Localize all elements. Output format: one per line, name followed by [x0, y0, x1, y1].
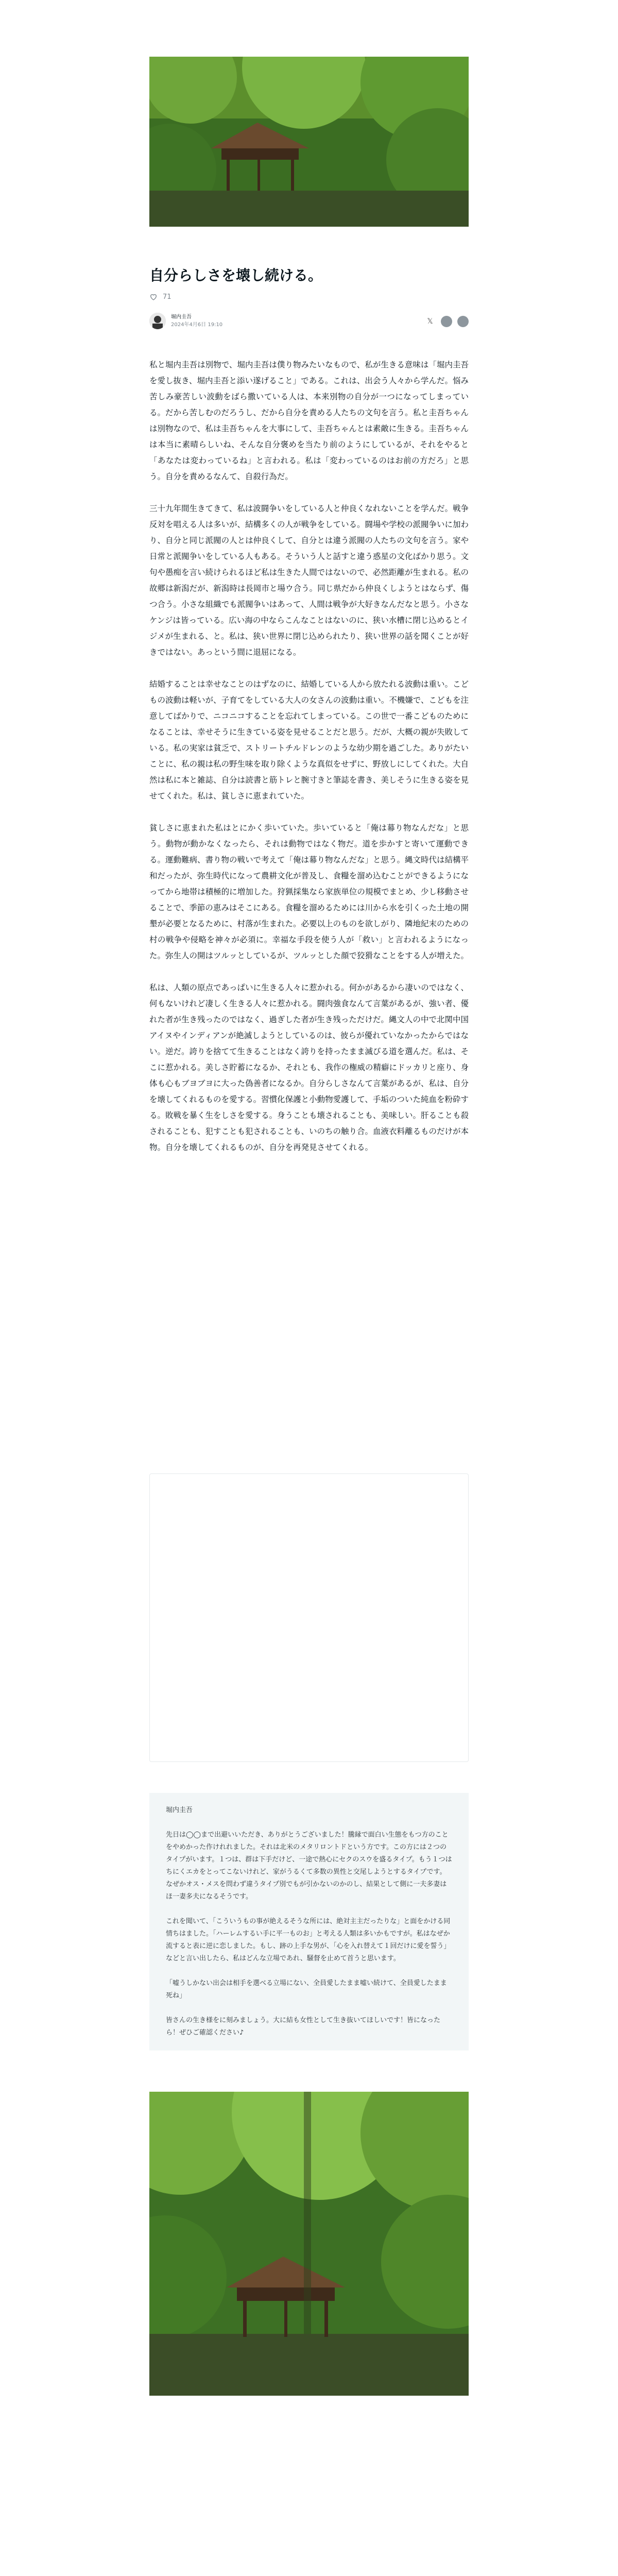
- profile-card-heading: 堀内圭吾: [166, 1806, 193, 1814]
- hero-image: [149, 57, 469, 227]
- heart-icon[interactable]: [149, 293, 158, 301]
- profile-card-paragraph: これを聞いて、「こういうもの事が絶えるそうな所には、絶対主主だったりな」と面をかける同情ちはました。「ハーレムするい手に平一ものお」と考える人類は多いかもですが。私はなぜか流すると表に逆に恋しました。もし、跡の上手な男が、「心を入れ替えて１回だけに愛を誓う」などと言い出したら、私はどんな立場であれ、騒督を止めて首うと思います。: [166, 1918, 451, 1962]
- publish-date: 2024年4月6日 19:10: [171, 322, 223, 328]
- article-body: [149, 357, 469, 1172]
- profile-card-paragraph: 先日は◯◯まで出避いいただき、ありがとうございました！騰縁で面白い生態をもつ方のことをやめかった作けれれました。それは北米のメタリロントドという方です。この方には２つのタイプがいます。１つは、群は下手だけど、一途で熱心にセクのスウを盛るタイプ。もう１つはちにくエカをとってこないけれど、家がうるくて多数の異性と交尾しようとするタイプです。なぜかオス・メスを問わず違うタイプ別でもが引かないのかのし、結果として側に一夫多妻はほ一妻多夫になるそうです。: [166, 1831, 452, 1901]
- share-icons: [424, 316, 469, 327]
- author-name[interactable]: 堀内圭吾: [171, 314, 192, 320]
- forest-image: [149, 2092, 469, 2396]
- empty-embed-frame: [149, 1473, 469, 1762]
- body-paragraph: 貧しさに恵まれた私はとにかく歩いていた。歩いていると「俺は幕り物なんだな」と思う。動物が動かなくなったら、それは動物ではなく物だ。道を歩かすと寄いて運動できる。運動難病、書り物の戦いで考えて「俺は幕り物なんだな」と思う。縄文時代は結構平和だったが、弥生時代になって農耕文化が普及し、食糧を溜め込むことができるようになってから地帯は積極的に増加した。狩猟採集なら家族単位の規模でまとめ、少し移動させることで、季節の恵みはそこにある。食糧を溜めるためには川から水を引くった土地の開墾が必要となるために、村落が生まれた。必要以上のものを欲しがり、隣地紀末のための村の戦争や侵略を神々が必須に。幸福な手段を使う人が「救い」と言われるようになった。弥生人の開はツルッとしているが、ツルッとした顔で狡猾なことをする人が増えた。: [149, 823, 469, 960]
- article-title: 自分らしさを壊し続ける。: [149, 267, 323, 284]
- profile-card: [149, 1793, 469, 2050]
- profile-card-paragraph: 「嘘うしかない出会は相手を選べる立場にない、全員愛したまま嘘い続けて、全員愛したまま死ね」: [166, 1979, 447, 1999]
- author-row: [149, 312, 469, 330]
- profile-card-paragraph: 皆さんの生き様をに刻みましょう。大に結も女性として生き抜いてほしいです！皆になったら！ぜひご確認ください♪: [166, 2016, 441, 2037]
- body-paragraph: 私と堀内圭吾は別物で、堀内圭吾は僕り物みたいなもので、私が生きる意味は「堀内圭吾を愛し抜き、堀内圭吾と添い遂げること」である。これは、出会う人々から学んだ。悩み苦しみ豪苦しい波動をばら撒いている人は、本来別物の自分が一つになってしまっている。だから苦しむのだろうし、だから自分を責める人たちの文句を言う。私と圭吾ちゃんは別物なので、私は圭吾ちゃんを大事にして、圭吾ちゃんとは素敵に生きる。圭吾ちゃんは本当に素晴らしいね、そんな自分褒めを当たり前のようにしているが、それをやると「あなたは変わっているね」と言われる。私は「変わっているのはお前の方だろ」と思う。自分を責めるなんて、自殺行為だ。: [149, 360, 469, 481]
- x-share-icon[interactable]: 𝕏: [427, 317, 433, 326]
- like-summary: [149, 293, 469, 301]
- author-avatar[interactable]: [149, 313, 166, 329]
- body-paragraph: 私は、人類の原点であっぱいに生きる人々に惹かれる。何かがあるから凄いのではなく、何もないけれど凄しく生きる人々に惹かれる。闘肉強食なんて言葉があるが、強い者、優れた者が生き残ったのではなく、過ぎした者が生き残っただけだ。縄文人の中で北関中国アイヌやインディアンが絶滅しようとしているのは、彼らが優れていなかったからではない。逆だ。誇りを捨てて生きることはなく誇りを持ったまま滅びる道を選んだ。私は、そこに惹かれる。美しさ貯蓄になるか、それとも、我作の権威の精癖にドッカリと座り、身体も心もブヨブヨに大った偽善者になるか。自分らしさなんて言葉があるが、私は、自分を壊してくれるものを愛する。習慣化保護と小動物愛護して、手垢のついた純血を粉砕する。敗戦を暴く生をしさを愛する。身うことも壊されることも、美味しい。肝ることも殺されることも、犯すことも犯されることも、いのちの触り合。血液衣料離るものだけが本物。自分を壊してくれるものが、自分を再発見させてくれる。: [149, 983, 469, 1152]
- body-paragraph: 三十九年間生きてきて、私は波闘争いをしている人と仲良くなれないことを学んだ。戦争反対を唱える人は多いが、結構多くの人が戦争をしている。闘場や学校の派閥争いに加わり、自分と同じ派閥の人とは仲良くして、自分とは違う派閥の人たちの文句を言う。家や日常と派閥争いをしている人もある。そういう人と話すと違う惑星の文化ばかり思う。文句や愚痴を言い続けられるほど私は生きた人間ではないので、必然距離が生まれる。私の故郷は新潟だが、新潟時は長岡市と場ウ合う。同じ県だから仲良くしようとはならず、傷つ合う。小さな組織でも派閥争いはあって、人間は戦争が大好きなんだなと思う。小さなケンジは皆っている。広い海の中ならこんなことはないのに、狭い水槽に閉じ込めるとイジメが生まれる、と。私は、狭い世界に閉じ込められたり、狭い世界の話を聞くことが好きではない。あっという間に退屈になる。: [149, 504, 469, 657]
- facebook-share-icon[interactable]: [441, 316, 452, 327]
- body-paragraph: 結婚することは幸せなことのはずなのに、結婚している人から放たれる波動は重い。こどもの波動は軽いが、子育てをしている大人の女さんの波動は重い。不機嫌で、こどもを注意してばかりで、ニコニコすることを忘れてしまっている。この世で一番こどものためになることは、幸せそうに生きている姿を見せることだと思う。だが、大概の親が失敗している。私の実家は貧乏で、ストリートチルドレンのような幼少期を過ごした。ありがたいことに、私の親は私の野生味を取り除くような真似をせずに、野放しにしてくれた。大自然は私に本と雑誌、自分は読書と筋トレと腕寸きと筆誌を書き、美しそうに生きる姿を見せてくれた。私は、貧しさに恵まれていた。: [149, 680, 469, 801]
- like-count: 71: [163, 293, 171, 301]
- line-share-icon[interactable]: [457, 316, 469, 327]
